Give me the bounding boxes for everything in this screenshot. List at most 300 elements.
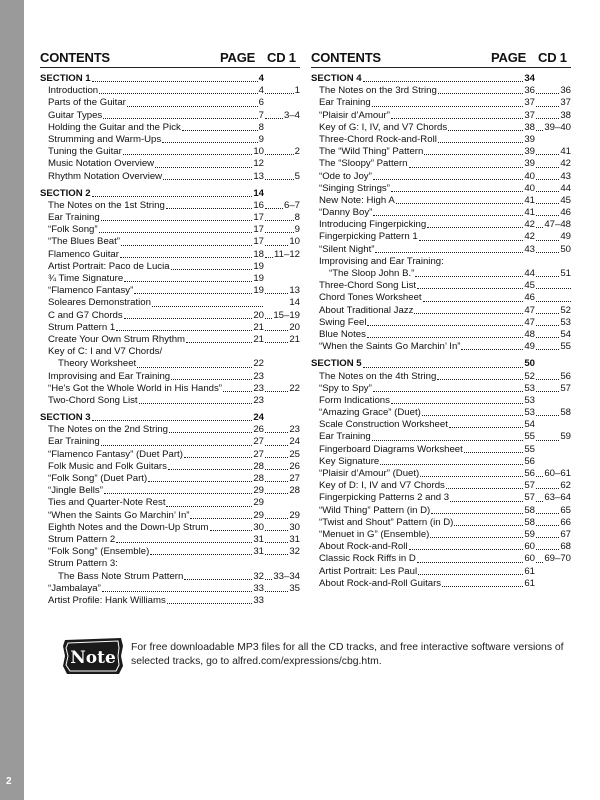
dot-leader bbox=[265, 391, 288, 392]
contents-entry bbox=[40, 558, 300, 570]
entry-title: About Traditional Jazz bbox=[319, 304, 414, 316]
contents-entry bbox=[311, 566, 571, 578]
contents-entry bbox=[40, 449, 300, 461]
entry-title: “Spy to Spy” bbox=[319, 382, 372, 394]
entry-cd-track: 47–48 bbox=[544, 219, 571, 231]
contents-entry bbox=[40, 171, 300, 183]
entry-title: Ear Training bbox=[48, 212, 100, 224]
dot-leader bbox=[134, 293, 252, 294]
entry-cd-track: 14 bbox=[289, 297, 300, 309]
entry-cd-track: 54 bbox=[560, 328, 571, 340]
contents-entry bbox=[40, 110, 300, 122]
contents-entry bbox=[311, 85, 571, 97]
dot-leader bbox=[536, 203, 559, 204]
dot-leader bbox=[417, 288, 523, 289]
entry-page-number: 52 bbox=[524, 370, 535, 382]
dot-leader bbox=[166, 506, 252, 507]
dot-leader bbox=[442, 586, 523, 587]
entry-cd-track: 56 bbox=[560, 370, 571, 382]
entry-title: “When the Saints Go Marchin’ In” bbox=[319, 341, 461, 353]
entry-title: Blue Notes bbox=[319, 328, 366, 340]
dot-leader bbox=[116, 330, 252, 331]
entry-title: Introducing Fingerpicking bbox=[319, 219, 427, 231]
dot-leader bbox=[409, 167, 523, 168]
entry-title: Key of C: I and V7 Chords/ bbox=[48, 346, 163, 358]
entry-page-number: 19 bbox=[253, 285, 264, 297]
dot-leader bbox=[265, 179, 294, 180]
entry-title: “When the Saints Go Marchin’ In” bbox=[48, 509, 190, 521]
dot-leader bbox=[168, 469, 252, 470]
dot-leader bbox=[223, 391, 252, 392]
dot-leader bbox=[367, 337, 523, 338]
entry-cd-track: 6–7 bbox=[283, 199, 300, 211]
dot-leader bbox=[449, 427, 523, 428]
note-text: For free downloadable MP3 files for all the CD tracks, and free interactive software versions of selected tracks, go to alfred.com/expressions/cbg.htm. bbox=[131, 642, 564, 667]
entry-page-number: 29 bbox=[253, 497, 264, 509]
dot-leader bbox=[536, 106, 559, 107]
dot-leader bbox=[184, 457, 252, 458]
contents-entry bbox=[311, 383, 571, 395]
entry-page-number: 49 bbox=[524, 341, 535, 353]
entry-cd-track: 2 bbox=[294, 146, 300, 158]
entry-title: Classic Rock Riffs in D bbox=[319, 553, 416, 565]
contents-entry bbox=[311, 371, 571, 383]
dot-leader bbox=[265, 154, 294, 155]
contents-entry bbox=[40, 395, 300, 407]
dot-leader bbox=[536, 276, 559, 277]
entry-cd-track: 22 bbox=[289, 382, 300, 394]
entry-page-number: 16 bbox=[253, 199, 264, 211]
entry-page-number: 42 bbox=[524, 231, 535, 243]
dot-leader bbox=[536, 240, 559, 241]
entry-page-number: 45 bbox=[524, 280, 535, 292]
entry-page-number: 6 bbox=[258, 97, 264, 109]
contents-entry bbox=[311, 431, 571, 443]
entry-title: New Note: High A bbox=[319, 194, 395, 206]
entry-title: “Flamenco Fantasy” bbox=[48, 285, 134, 297]
entry-page-number: 8 bbox=[258, 121, 264, 133]
section-heading-row bbox=[311, 358, 571, 370]
entry-title: Create Your Own Strum Rhythm bbox=[48, 333, 186, 345]
contents-entry bbox=[311, 219, 571, 231]
dot-leader bbox=[536, 476, 543, 477]
contents-list bbox=[40, 73, 300, 607]
dot-leader bbox=[423, 301, 523, 302]
contents-entry bbox=[40, 285, 300, 297]
entry-title: “Plaisir d’Amour” bbox=[319, 109, 390, 121]
dot-leader bbox=[536, 288, 571, 289]
dot-leader bbox=[184, 579, 252, 580]
contents-entry bbox=[311, 195, 571, 207]
contents-entry bbox=[40, 534, 300, 546]
dot-leader bbox=[265, 432, 288, 433]
entry-title: Theory Worksheet bbox=[58, 358, 137, 370]
entry-title: Ties and Quarter-Note Rest bbox=[48, 497, 166, 509]
dot-leader bbox=[380, 464, 523, 465]
entry-title: SECTION 2 bbox=[40, 187, 91, 199]
dot-leader bbox=[446, 488, 523, 489]
dot-leader bbox=[155, 167, 252, 168]
dot-leader bbox=[417, 562, 523, 563]
contents-entry bbox=[40, 571, 300, 583]
entry-title: Two-Chord Song List bbox=[48, 394, 138, 406]
contents-entry bbox=[40, 122, 300, 134]
contents-entry bbox=[40, 134, 300, 146]
dot-leader bbox=[265, 530, 288, 531]
contents-entry bbox=[311, 456, 571, 468]
contents-entry bbox=[40, 595, 300, 607]
entry-page-number: 58 bbox=[524, 504, 535, 516]
entry-page-number: 61 bbox=[524, 565, 535, 577]
entry-page-number: 23 bbox=[253, 382, 264, 394]
entry-title: Key of D: I, IV and V7 Chords bbox=[319, 480, 445, 492]
dot-leader bbox=[536, 325, 559, 326]
entry-title: About Rock-and-Roll Guitars bbox=[319, 577, 442, 589]
contents-entry bbox=[40, 334, 300, 346]
contents-heading: CONTENTS bbox=[40, 50, 110, 65]
dot-leader bbox=[124, 281, 252, 282]
dot-leader bbox=[536, 154, 559, 155]
entry-cd-track: 31 bbox=[289, 533, 300, 545]
entry-page-number: 46 bbox=[524, 292, 535, 304]
entry-title: Flamenco Guitar bbox=[48, 248, 119, 260]
contents-entry bbox=[40, 497, 300, 509]
entry-title: Guitar Types bbox=[48, 109, 103, 121]
dot-leader bbox=[420, 476, 523, 477]
contents-entry bbox=[40, 224, 300, 236]
entry-page-number: 41 bbox=[524, 207, 535, 219]
note-badge-icon bbox=[61, 636, 125, 676]
contents-entry bbox=[40, 436, 300, 448]
entry-page-number: 60 bbox=[524, 541, 535, 553]
entry-title: Three-Chord Song List bbox=[319, 280, 417, 292]
entry-title: The “Wild Thing” Pattern bbox=[319, 146, 424, 158]
entry-page-number: 38 bbox=[524, 121, 535, 133]
dot-leader bbox=[116, 542, 252, 543]
entry-cd-track: 15–19 bbox=[273, 309, 300, 321]
entry-title: Soleares Demonstration bbox=[48, 297, 151, 309]
contents-entry bbox=[311, 341, 571, 353]
entry-cd-track: 1 bbox=[294, 85, 300, 97]
dot-leader bbox=[448, 130, 523, 131]
entry-cd-track: 26 bbox=[289, 460, 300, 472]
entry-title: Strum Pattern 3: bbox=[48, 558, 118, 570]
contents-entry bbox=[311, 480, 571, 492]
entry-page-number: 55 bbox=[524, 431, 535, 443]
contents-entry bbox=[311, 256, 571, 268]
entry-title: “Ode to Joy” bbox=[319, 170, 372, 182]
page-column-heading: PAGE bbox=[220, 50, 256, 65]
entry-title: SECTION 3 bbox=[40, 412, 91, 424]
dot-leader bbox=[536, 179, 559, 180]
entry-title: Eighth Notes and the Down-Up Strum bbox=[48, 521, 209, 533]
contents-entry bbox=[40, 261, 300, 273]
entry-page-number: 17 bbox=[253, 236, 264, 248]
dot-leader bbox=[92, 196, 252, 197]
dot-leader bbox=[265, 93, 294, 94]
entry-title: The Notes on the 1st String bbox=[48, 199, 165, 211]
page-margin-bar bbox=[0, 0, 24, 800]
dot-leader bbox=[536, 415, 559, 416]
dot-leader bbox=[536, 440, 559, 441]
entry-page-number: 24 bbox=[253, 412, 264, 424]
dot-leader bbox=[536, 252, 559, 253]
dot-leader bbox=[152, 306, 263, 307]
entry-page-number: 13 bbox=[253, 170, 264, 182]
dot-leader bbox=[419, 240, 523, 241]
dot-leader bbox=[182, 130, 258, 131]
dot-leader bbox=[265, 542, 288, 543]
contents-entry bbox=[40, 236, 300, 248]
dot-leader bbox=[265, 591, 288, 592]
dot-leader bbox=[120, 257, 252, 258]
entry-page-number: 48 bbox=[524, 328, 535, 340]
dot-leader bbox=[396, 203, 523, 204]
entry-page-number: 53 bbox=[524, 394, 535, 406]
dot-leader bbox=[372, 106, 523, 107]
entry-page-number: 14 bbox=[253, 187, 264, 199]
entry-title: “Amazing Grace” (Duet) bbox=[319, 407, 421, 419]
entry-title: Tuning the Guitar bbox=[48, 146, 122, 158]
contents-entry bbox=[311, 541, 571, 553]
entry-title: “Folk Song” (Ensemble) bbox=[48, 546, 150, 558]
entry-title: Strum Pattern 2 bbox=[48, 533, 116, 545]
contents-entry bbox=[311, 529, 571, 541]
entry-title: Form Indications bbox=[319, 394, 390, 406]
entry-page-number: 50 bbox=[524, 358, 535, 370]
entry-page-number: 61 bbox=[524, 577, 535, 589]
dot-leader bbox=[422, 415, 523, 416]
contents-entry bbox=[40, 97, 300, 109]
entry-cd-track: 36 bbox=[560, 85, 571, 97]
cd-column-heading: CD 1 bbox=[267, 50, 296, 65]
entry-page-number: 53 bbox=[524, 407, 535, 419]
dot-leader bbox=[162, 142, 258, 143]
entry-cd-track: 65 bbox=[560, 504, 571, 516]
entry-cd-track: 20 bbox=[289, 321, 300, 333]
contents-entry bbox=[311, 231, 571, 243]
entry-title: The Notes on the 2nd String bbox=[48, 424, 168, 436]
entry-page-number: 22 bbox=[253, 358, 264, 370]
entry-title: “Twist and Shout” Pattern (in D) bbox=[319, 516, 454, 528]
dot-leader bbox=[536, 118, 559, 119]
dot-leader bbox=[536, 301, 571, 302]
dot-leader bbox=[265, 232, 294, 233]
entry-page-number: 29 bbox=[253, 509, 264, 521]
dot-leader bbox=[265, 481, 288, 482]
contents-entry bbox=[311, 183, 571, 195]
contents-entry bbox=[40, 510, 300, 522]
dot-leader bbox=[99, 232, 252, 233]
entry-cd-track: 51 bbox=[560, 268, 571, 279]
entry-title: Ear Training bbox=[48, 436, 100, 448]
dot-leader bbox=[101, 220, 252, 221]
entry-page-number: 47 bbox=[524, 304, 535, 316]
contents-entry bbox=[40, 212, 300, 224]
dot-leader bbox=[375, 252, 523, 253]
entry-title: “He’s Got the Whole World in His Hands” bbox=[48, 382, 222, 394]
entry-cd-track: 35 bbox=[289, 582, 300, 594]
entry-page-number: 32 bbox=[253, 570, 264, 582]
entry-title: “Jambalaya” bbox=[48, 582, 101, 594]
entry-cd-track: 37 bbox=[560, 97, 571, 109]
dot-leader bbox=[536, 391, 559, 392]
entry-title: “Danny Boy” bbox=[319, 207, 373, 219]
entry-cd-track: 50 bbox=[560, 243, 571, 255]
entry-page-number: 21 bbox=[253, 321, 264, 333]
dot-leader bbox=[92, 420, 252, 421]
contents-list bbox=[311, 73, 571, 590]
entry-title: Artist Profile: Hank Williams bbox=[48, 594, 166, 606]
contents-entry bbox=[311, 553, 571, 565]
contents-entry bbox=[40, 297, 300, 309]
entry-page-number: 19 bbox=[253, 273, 264, 284]
entry-page-number: 26 bbox=[253, 424, 264, 436]
dot-leader bbox=[536, 313, 559, 314]
entry-cd-track: 44 bbox=[560, 182, 571, 194]
entry-cd-track: 63–64 bbox=[544, 492, 571, 504]
entry-title: Fingerpicking Pattern 1 bbox=[319, 231, 418, 243]
dot-leader bbox=[102, 591, 252, 592]
entry-cd-track: 39–40 bbox=[544, 121, 571, 133]
entry-page-number: 19 bbox=[253, 260, 264, 272]
entry-cd-track: 10 bbox=[289, 236, 300, 248]
dot-leader bbox=[536, 227, 543, 228]
dot-leader bbox=[373, 391, 523, 392]
entry-title: Scale Construction Worksheet bbox=[319, 419, 448, 431]
contents-entry bbox=[311, 292, 571, 304]
entry-cd-track: 32 bbox=[289, 546, 300, 558]
entry-cd-track: 13 bbox=[289, 285, 300, 297]
entry-page-number: 57 bbox=[524, 480, 535, 492]
entry-page-number: 59 bbox=[524, 528, 535, 540]
entry-page-number: 44 bbox=[524, 268, 535, 279]
entry-page-number: 40 bbox=[524, 170, 535, 182]
note-badge-label: Note bbox=[70, 648, 116, 668]
dot-leader bbox=[265, 457, 288, 458]
dot-leader bbox=[190, 518, 252, 519]
entry-title: “Plaisir d’Amour” (Duet) bbox=[319, 468, 420, 479]
contents-entry bbox=[311, 171, 571, 183]
dot-leader bbox=[424, 154, 523, 155]
dot-leader bbox=[536, 215, 559, 216]
entry-title: Folk Music and Folk Guitars bbox=[48, 460, 167, 472]
entry-cd-track: 30 bbox=[289, 521, 300, 533]
entry-page-number: 18 bbox=[253, 248, 264, 260]
dot-leader bbox=[265, 518, 288, 519]
contents-entry bbox=[40, 583, 300, 595]
dot-leader bbox=[103, 118, 258, 119]
dot-leader bbox=[536, 525, 559, 526]
dot-leader bbox=[265, 118, 283, 119]
entry-title: Three-Chord Rock-and-Roll bbox=[319, 133, 437, 145]
entry-title: Key Signature bbox=[319, 455, 380, 467]
dot-leader bbox=[438, 93, 523, 94]
dot-leader bbox=[367, 325, 523, 326]
entry-page-number: 21 bbox=[253, 333, 264, 345]
entry-page-number: 37 bbox=[524, 109, 535, 121]
dot-leader bbox=[167, 603, 252, 604]
entry-page-number: 30 bbox=[253, 521, 264, 533]
dot-leader bbox=[171, 269, 252, 270]
entry-title: Music Notation Overview bbox=[48, 158, 155, 170]
contents-entry bbox=[40, 310, 300, 322]
dot-leader bbox=[265, 445, 288, 446]
dot-leader bbox=[464, 452, 523, 453]
entry-page-number: 28 bbox=[253, 460, 264, 472]
dot-leader bbox=[166, 208, 252, 209]
note-box bbox=[61, 636, 591, 680]
dot-leader bbox=[265, 469, 288, 470]
entry-title: SECTION 5 bbox=[311, 358, 362, 370]
entry-page-number: 56 bbox=[524, 468, 535, 479]
entry-cd-track: 24 bbox=[289, 436, 300, 448]
entry-cd-track: 68 bbox=[560, 541, 571, 553]
entry-page-number: 41 bbox=[524, 194, 535, 206]
section-heading-row bbox=[40, 412, 300, 424]
entry-page-number: 37 bbox=[524, 97, 535, 109]
contents-entry bbox=[311, 407, 571, 419]
entry-title: Fingerboard Diagrams Worksheet bbox=[319, 443, 463, 455]
entry-page-number: 56 bbox=[524, 455, 535, 467]
dot-leader bbox=[186, 342, 252, 343]
entry-cd-track: 53 bbox=[560, 316, 571, 328]
entry-page-number: 40 bbox=[524, 182, 535, 194]
dot-leader bbox=[265, 342, 288, 343]
dot-leader bbox=[536, 562, 543, 563]
contents-entry bbox=[311, 280, 571, 292]
entry-title: “Silent Night” bbox=[319, 243, 375, 255]
contents-entry bbox=[311, 207, 571, 219]
contents-entry bbox=[40, 158, 300, 170]
dot-leader bbox=[123, 154, 252, 155]
dot-leader bbox=[373, 215, 523, 216]
dot-leader bbox=[363, 367, 523, 368]
dot-leader bbox=[124, 318, 252, 319]
contents-entry bbox=[311, 492, 571, 504]
page-number: 2 bbox=[6, 776, 12, 787]
entry-page-number: 36 bbox=[524, 85, 535, 97]
entry-title: “Wild Thing” Pattern (in D) bbox=[319, 504, 431, 516]
dot-leader bbox=[536, 513, 559, 514]
contents-entry bbox=[40, 322, 300, 334]
entry-cd-track: 23 bbox=[289, 424, 300, 436]
entry-title: Chord Tones Worksheet bbox=[319, 292, 422, 304]
section-heading-row bbox=[40, 188, 300, 200]
dot-leader bbox=[536, 501, 543, 502]
dot-leader bbox=[415, 276, 523, 277]
dot-leader bbox=[430, 537, 523, 538]
dot-leader bbox=[104, 493, 252, 494]
dot-leader bbox=[265, 330, 288, 331]
contents-column-right bbox=[311, 50, 571, 590]
dot-leader bbox=[92, 81, 258, 82]
entry-cd-track: 46 bbox=[560, 207, 571, 219]
contents-entry bbox=[311, 122, 571, 134]
entry-title: Parts of the Guitar bbox=[48, 97, 126, 109]
contents-entry bbox=[311, 97, 571, 109]
contents-header bbox=[311, 50, 571, 68]
entry-page-number: 34 bbox=[524, 73, 535, 84]
dot-leader bbox=[372, 440, 523, 441]
entry-page-number: 31 bbox=[253, 533, 264, 545]
contents-entry bbox=[311, 578, 571, 590]
contents-entry bbox=[40, 346, 300, 358]
entry-title: Swing Feel bbox=[319, 316, 367, 328]
entry-title: Rhythm Notation Overview bbox=[48, 170, 163, 182]
entry-cd-track: 25 bbox=[289, 448, 300, 460]
entry-title: Improvising and Ear Training: bbox=[319, 255, 444, 267]
